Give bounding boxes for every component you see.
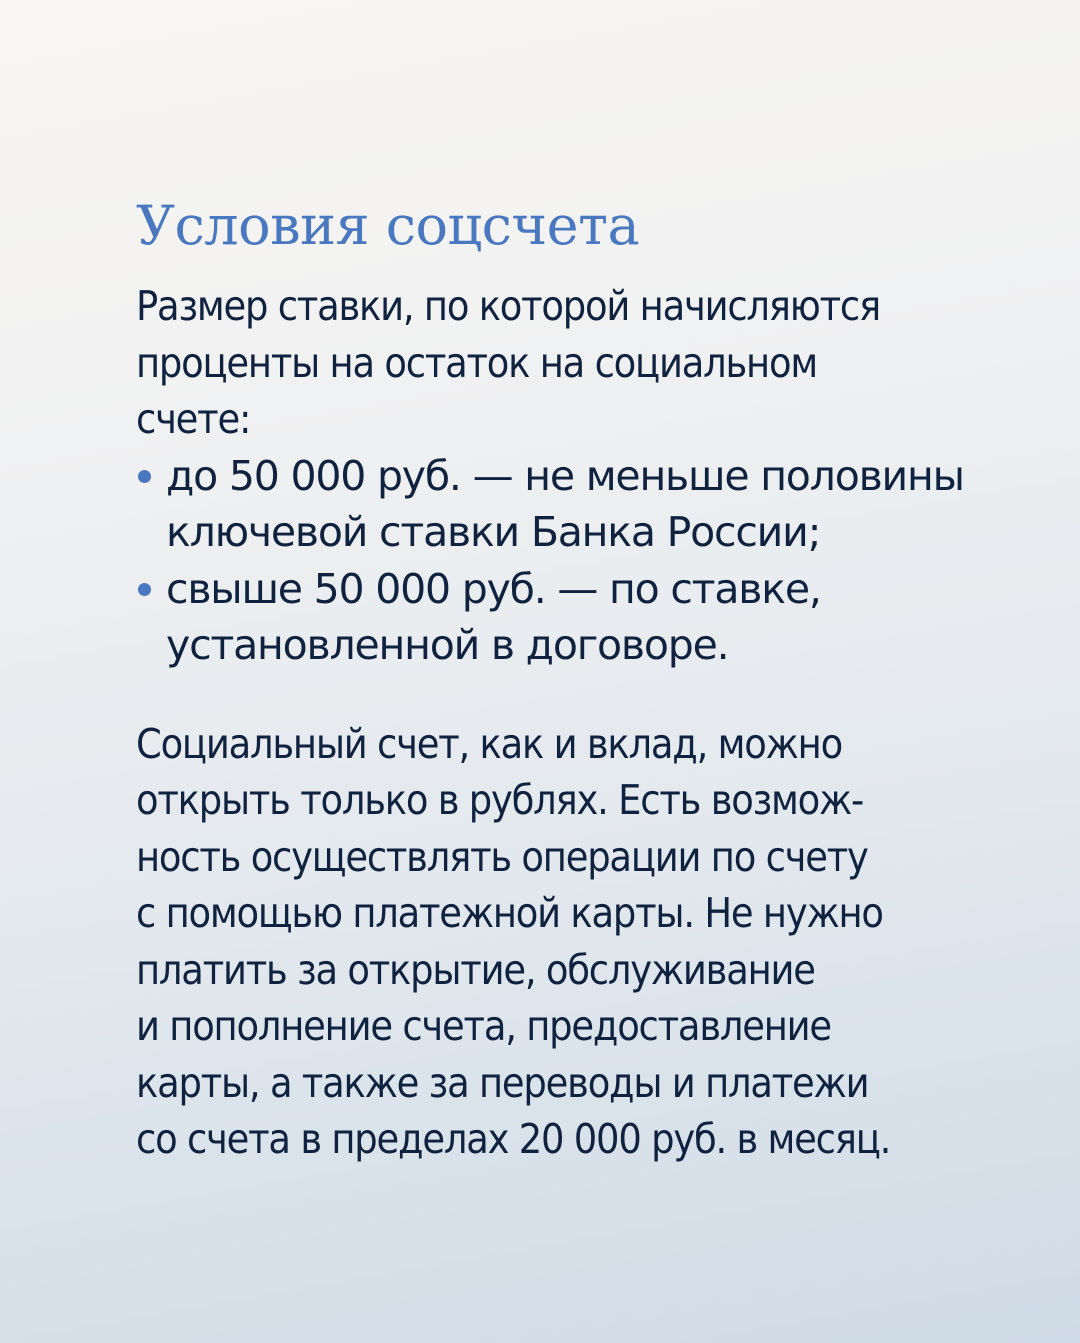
body-line: Социальный счет, как и вклад, можно (136, 719, 842, 768)
body-line: карты, а также за переводы и платежи (136, 1058, 869, 1107)
list-item (136, 448, 1036, 561)
bullet-dot-icon (138, 470, 151, 483)
page-title: Условия соцсчета (136, 194, 640, 257)
body-line: со счета в пределах 20 000 руб. в месяц. (136, 1115, 891, 1163)
rate-list (136, 448, 1036, 674)
intro-line: счете: (136, 395, 251, 443)
body-line: ность осуществлять операции по счету (136, 832, 868, 881)
intro-line: Размер ставки, по которой начисляются (136, 282, 880, 330)
body-line: с помощью платежной карты. Не нужно (136, 889, 883, 937)
list-item-line: установленной в договоре. (166, 621, 729, 669)
body-line: платить за открытие, обслуживание (136, 945, 815, 994)
intro-line: проценты на остаток на социальном (136, 338, 817, 387)
body-paragraph (136, 716, 1036, 1168)
bullet-dot-icon (138, 583, 151, 596)
intro-paragraph (136, 278, 1036, 448)
body-line: и пополнение счета, предоставление (136, 1002, 831, 1050)
content-card (136, 188, 1036, 1168)
body-line: открыть только в рублях. Есть возмож- (136, 776, 864, 824)
list-item-line: свыше 50 000 руб. — по ставке, (166, 564, 821, 613)
list-item (136, 561, 1036, 674)
list-item-line: ключевой ставки Банка России; (166, 508, 821, 556)
list-item-line: до 50 000 руб. — не меньше половины (166, 451, 964, 500)
